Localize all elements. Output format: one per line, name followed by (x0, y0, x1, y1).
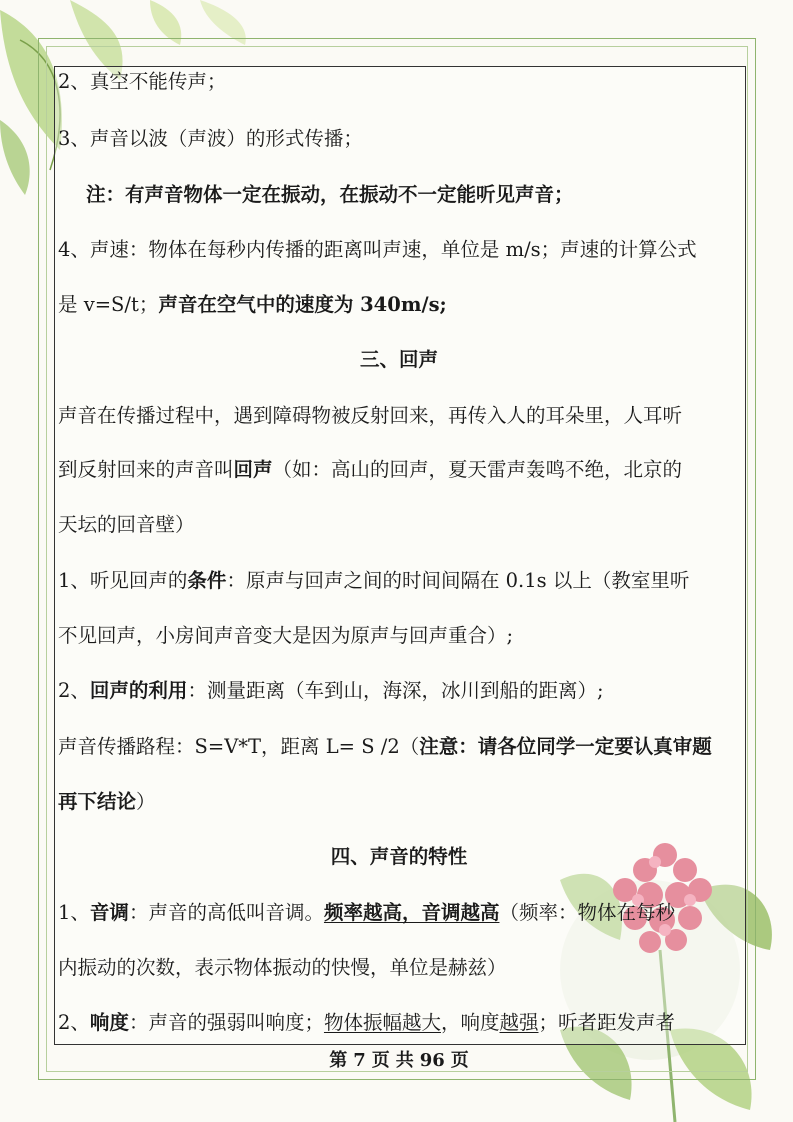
page-footer: 第 7 页 共 96 页 (329, 1050, 469, 1071)
emphasis-amplitude: 物体振幅越大 (323, 1011, 441, 1034)
term-echo: 回声 (233, 458, 273, 481)
text-line: 是 v=S/t；声音在空气中的速度为 340m/s; (58, 293, 447, 316)
text-line: 到反射回来的声音叫回声（如：高山的回声，夏天雷声轰鸣不绝，北京的 (58, 458, 683, 481)
term-condition: 条件 (187, 569, 227, 592)
term-loudness: 响度 (89, 1011, 129, 1034)
text-line: 2、回声的利用：测量距离（车到山，海深，冰川到船的距离）; (58, 679, 604, 702)
section-heading-properties: 四、声音的特性 (330, 845, 468, 868)
emphasis-text: 声音在空气中的速度为 340m/s; (158, 293, 447, 316)
text-line: 3、声音以波（声波）的形式传播； (58, 127, 363, 150)
note-line: 注：有声音物体一定在振动，在振动不一定能听见声音； (86, 183, 574, 206)
emphasis-frequency: 频率越高，音调越高 (323, 901, 500, 924)
text-line: 2、响度：声音的强弱叫响度；物体振幅越大，响度越强；听者距发声者 (58, 1011, 676, 1034)
emphasis-note-end: 再下结论 (58, 790, 137, 813)
text-line: 4、声速：物体在每秒内传播的距离叫声速，单位是 m/s；声速的计算公式 (58, 238, 697, 261)
text-line: 不见回声，小房间声音变大是因为原声与回声重合）; (58, 624, 514, 647)
text-line: 内振动的次数，表示物体振动的快慢，单位是赫兹） (58, 956, 507, 979)
text-line: 1、音调：声音的高低叫音调。频率越高，音调越高（频率：物体在每秒 (58, 901, 675, 924)
text-line: 再下结论） (58, 790, 156, 813)
text-line: 2、真空不能传声； (58, 70, 227, 93)
text-line: 声音在传播过程中，遇到障碍物被反射回来，再传入人的耳朵里，人耳听 (58, 404, 683, 427)
term-echo-use: 回声的利用 (89, 679, 188, 702)
page-number: 7 (353, 1050, 366, 1071)
section-heading-echo: 三、回声 (359, 348, 438, 371)
content-frame (54, 66, 746, 1045)
emphasis-stronger: 越强 (499, 1011, 539, 1034)
text-line: 1、听见回声的条件：原声与回声之间的时间间隔在 0.1s 以上（教室里听 (58, 569, 690, 592)
total-pages: 96 (419, 1050, 445, 1071)
text-line: 声音传播路程：S=V*T，距离 L= S /2（注意：请各位同学一定要认真审题 (58, 735, 712, 758)
emphasis-note: 注意：请各位同学一定要认真审题 (419, 735, 712, 758)
text-line: 天坛的回音壁） (58, 513, 195, 536)
term-pitch: 音调 (89, 901, 129, 924)
